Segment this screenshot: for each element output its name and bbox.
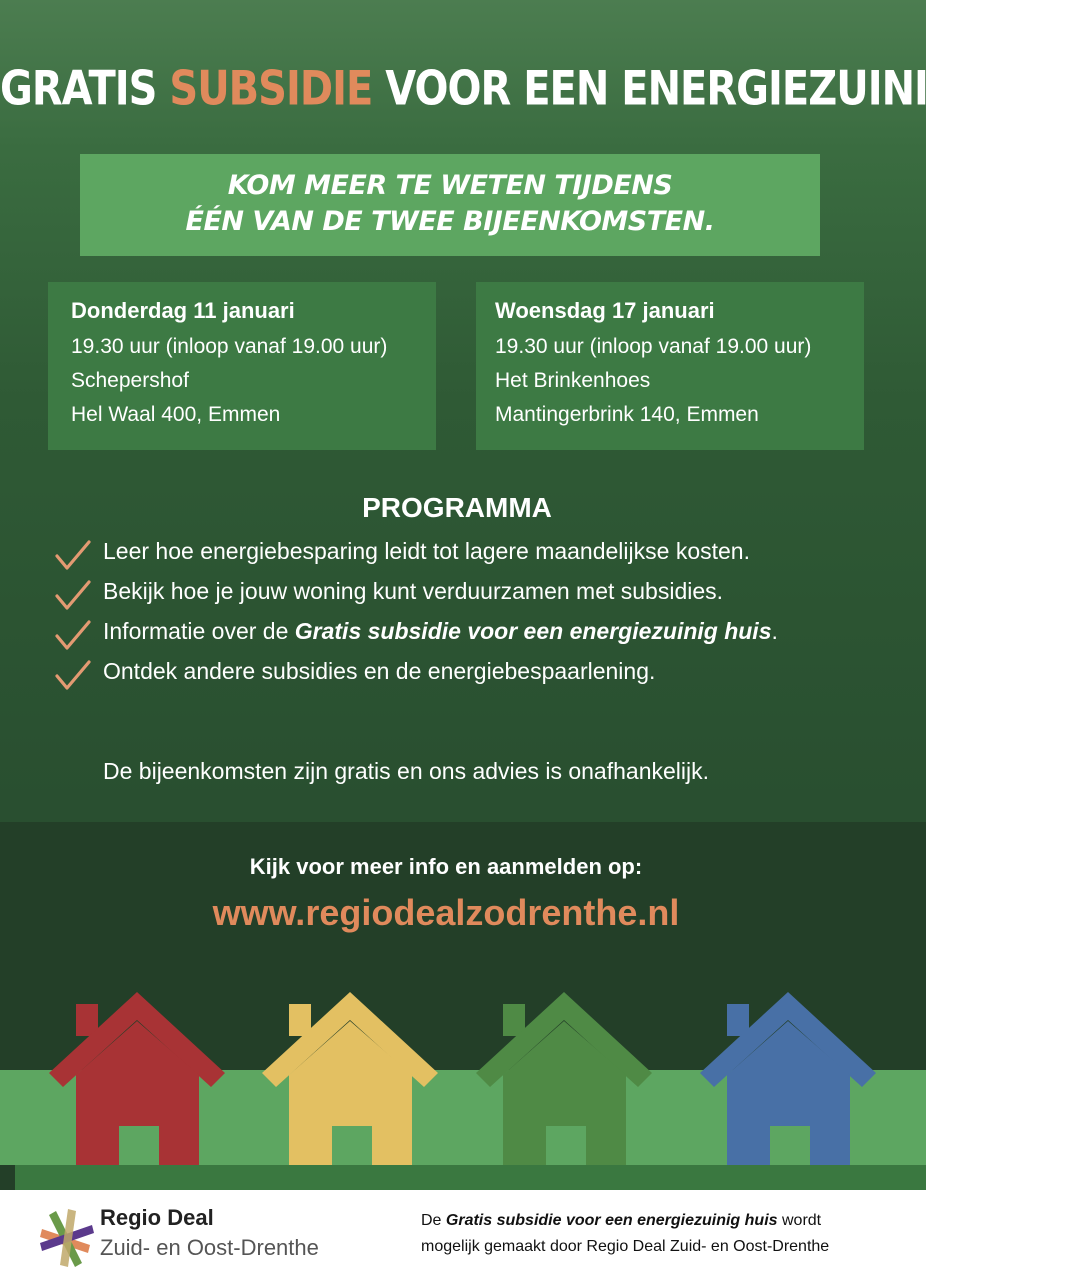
text-part: De (421, 1212, 446, 1229)
logo-line-1: Regio Deal (100, 1205, 214, 1230)
regio-deal-logo-icon (38, 1207, 96, 1269)
programma-item (52, 536, 912, 576)
website-link[interactable]: www.regiodealzodrenthe.nl (212, 892, 680, 933)
cta-label: Kijk voor meer info en aanmelden op: (249, 854, 643, 879)
title-part: VOOR EEN ENERGIEZUINIG HUIS (372, 62, 1078, 117)
programma-item-text (103, 618, 778, 645)
event-card-2 (476, 282, 864, 450)
text-part: . (771, 618, 778, 644)
checkmark-icon (54, 540, 92, 572)
programma-item-text: Leer hoe energiebesparing leidt tot lagere maandelijkse kosten. (103, 538, 750, 564)
event-venue: Schepershof (71, 369, 189, 392)
regio-deal-logo (38, 1205, 368, 1270)
house-icon-blue (700, 992, 876, 1165)
event-time: 19.30 uur (inloop vanaf 19.00 uur) (495, 335, 812, 358)
event-time: 19.30 uur (inloop vanaf 19.00 uur) (71, 335, 388, 358)
event-address: Mantingerbrink 140, Emmen (495, 403, 759, 426)
text-part: Informatie over de (103, 618, 295, 644)
banner-line-2: ÉÉN VAN DE TWEE BIJEENKOMSTEN. (185, 206, 715, 237)
logo-line-2: Zuid- en Oost-Drenthe (100, 1235, 319, 1260)
houses-illustration (0, 990, 926, 1170)
banner-line-1: KOM MEER TE WETEN TIJDENS (227, 170, 673, 201)
subsidy-name: Gratis subsidie voor een energiezuinig huis (294, 618, 772, 644)
event-venue: Het Brinkenhoes (495, 369, 651, 392)
title-accent: SUBSIDIE (169, 62, 373, 117)
programma-item (52, 616, 912, 656)
checkmark-icon (54, 580, 92, 612)
footer-note-line-2: mogelijk gemaakt door Regio Deal Zuid- en Oost-Drenthe (421, 1238, 830, 1255)
programma-title: PROGRAMMA (362, 492, 552, 523)
programma-item (52, 576, 912, 616)
event-address: Hel Waal 400, Emmen (71, 403, 281, 426)
programma-item-text: Ontdek andere subsidies en de energiebespaarlening. (103, 658, 656, 684)
house-icon-green (476, 992, 652, 1165)
page-title (0, 62, 1078, 117)
programma-item-text: Bekijk hoe je jouw woning kunt verduurzamen met subsidies. (103, 578, 724, 604)
programma-item (52, 656, 912, 696)
text-part: wordt (777, 1212, 822, 1229)
event-day: Donderdag 11 januari (71, 298, 295, 323)
event-card-1 (48, 282, 436, 450)
house-icon-red (49, 992, 225, 1165)
house-icon-yellow (262, 992, 438, 1165)
footer-note (421, 1208, 829, 1260)
event-day: Woensdag 17 januari (495, 298, 715, 323)
checkmark-icon (54, 660, 92, 692)
checkmark-icon (54, 620, 92, 652)
footer-note-line-1 (421, 1208, 829, 1234)
subsidy-name: Gratis subsidie voor een energiezuinig huis (445, 1212, 778, 1229)
title-part: GRATIS (0, 62, 170, 117)
programma-note: De bijeenkomsten zijn gratis en ons advies is onafhankelijk. (103, 758, 709, 784)
intro-banner (80, 154, 820, 256)
